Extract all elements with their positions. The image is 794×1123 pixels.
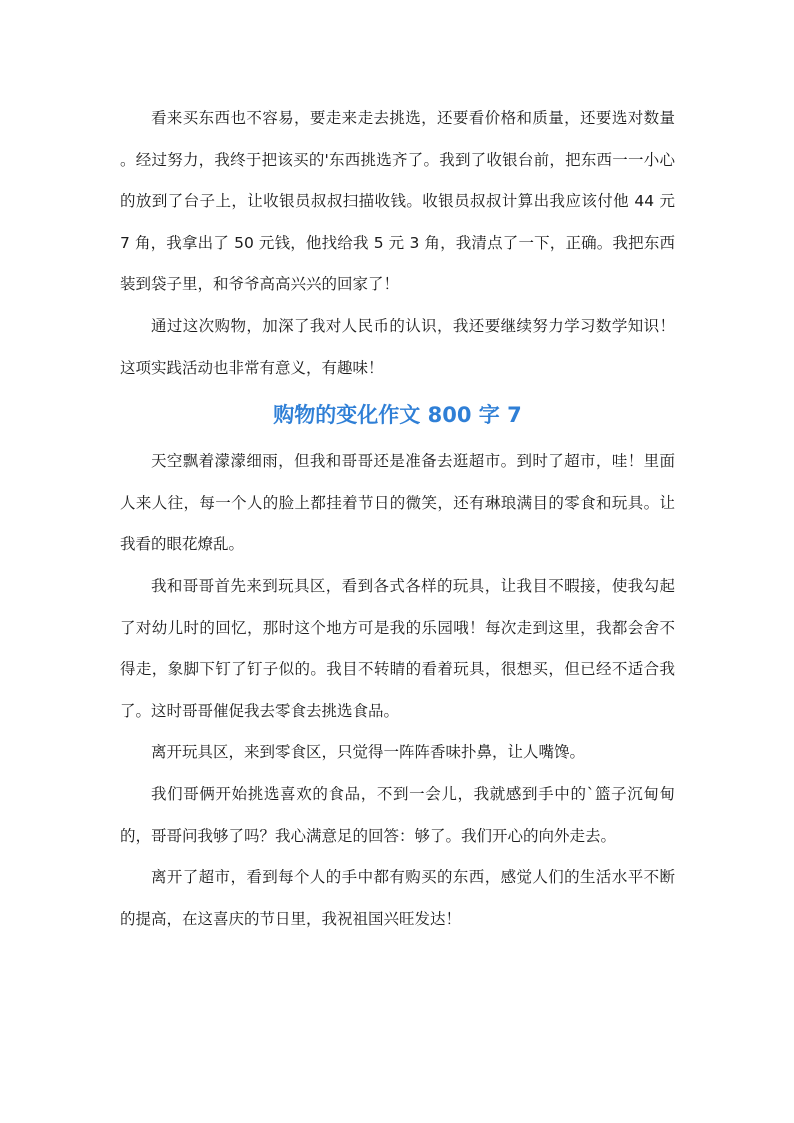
paragraph-checkout: 看来买东西也不容易，要走来走去挑选，还要看价格和质量，还要选对数量 。经过努力，我终于把该买的'东西挑选齐了。我到了收银台前，把东西一一小心的放到了台子上，让收银员叔叔扫描收钱。收银员叔叔计算出我应该付他 44 元 7 角，我拿出了 50 元钱，他找给我 5 元 3 角，我清点了一下，正确。我把东西装到袋子里，和爷爷高高兴兴的回家了！ — [120, 109, 675, 294]
paragraph-conclusion: 通过这次购物，加深了我对人民币的认识，我还要继续努力学习数学知识！这项实践活动也非常有意义，有趣味！ — [120, 316, 675, 377]
paragraph-arrival: 天空飘着濛濛细雨，但我和哥哥还是准备去逛超市。到时了超市，哇！里面人来人往，每一个人的脸上都挂着节日的微笑，还有琳琅满目的零食和玩具。让我看的眼花燎乱。 — [120, 452, 675, 554]
paragraph-toy-section: 我和哥哥首先来到玩具区，看到各式各样的玩具，让我目不暇接，使我勾起了对幼儿时的回忆，那时这个地方可是我的乐园哦！每次走到这里，我都会舍不得走，象脚下钉了钉子似的。我目不转睛的看着玩具，很想买，但已经不适合我了。这时哥哥催促我去零食去挑选食品。 — [120, 576, 675, 720]
paragraph-snack-section: 离开玩具区，来到零食区，只觉得一阵阵香味扑鼻，让人嘴馋。 — [151, 743, 586, 762]
document-page — [120, 98, 675, 940]
article-title: 购物的变化作文 800 字 7 — [273, 403, 522, 428]
paragraph-ending: 离开了超市，看到每个人的手中都有购买的东西，感觉人们的生活水平不断的提高，在这喜庆的节日里，我祝祖国兴旺发达！ — [120, 868, 675, 928]
paragraph-basket: 我们哥俩开始挑选喜欢的食品，不到一会儿，我就感到手中的`篮子沉甸甸的，哥哥问我够了吗？我心满意足的回答：够了。我们开心的向外走去。 — [120, 784, 675, 845]
